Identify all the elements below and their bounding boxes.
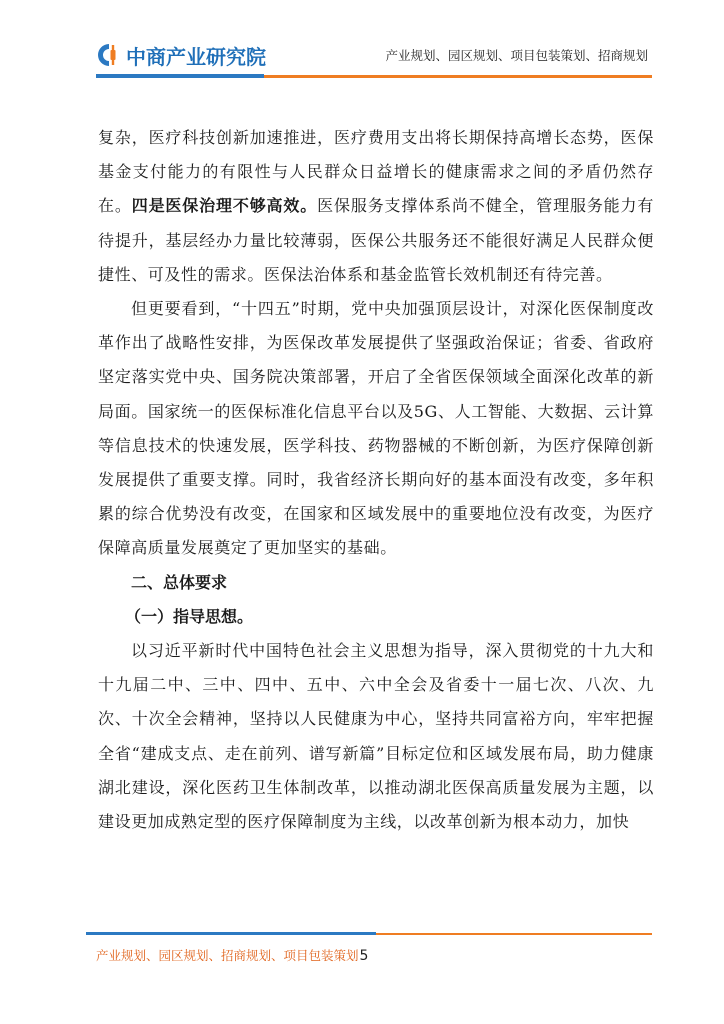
paragraph: 但更要看到，“十四五”时期，党中央加强顶层设计，对深化医保制度改革作出了战略性安排，为医保改革发展提供了坚强政治保证；省委、省政府坚定落实党中央、国务院决策部署，开启了全省医保领域全面深化改革的新局面。国家统一的医保标准化信息平台以及5G、人工智能、大数据、云计算等信息技术的快速发展，医学科技、药物器械的不断创新，为医疗保障创新发展提供了重要支撑。同时，我省经济长期向好的基本面没有改变，多年积累的综合优势没有改变，在国家和区域发展中的重要地位没有改变，为医疗保障高质量发展奠定了更加坚实的基础。: [98, 299, 654, 558]
section-heading: 二、总体要求: [131, 572, 228, 592]
page-footer: [96, 946, 368, 964]
paragraph-text: 医保服务支撑体系尚不健全，管理服务能力有待提升，基层经办力量比较薄弱，医保公共服务还不能很好满足人民群众便捷性、可及性的需求。医保法治体系和基金监管长效机制还有待完善。: [98, 196, 654, 284]
bold-phrase: 四是医保治理不够高效。: [131, 196, 318, 216]
page-number: 5: [359, 948, 369, 964]
logo: [96, 40, 266, 70]
footer-tagline: 产业规划、园区规划、招商规划、项目包装策划: [96, 948, 359, 963]
logo-icon: [96, 42, 122, 68]
header-divider-blue: [96, 74, 264, 78]
document-body: [98, 121, 654, 839]
logo-text: 中商产业研究院: [126, 44, 266, 69]
paragraph: [98, 121, 654, 292]
header-divider-orange: [264, 75, 652, 78]
footer-divider-orange: [376, 933, 652, 935]
paragraph: 以习近平新时代中国特色社会主义思想为指导，深入贯彻党的十九大和十九届二中、三中、四中、五中、六中全会及省委十一届七次、八次、九次、十次全会精神，坚持以人民健康为中心，坚持共同富裕方向，牢牢把握全省“建成支点、走在前列、谱写新篇”目标定位和区域发展布局，助力健康湖北建设，深化医药卫生体制改革，以推动湖北医保高质量发展为主题，以建设更加成熟定型的医疗保障制度为主线，以改革创新为根本动力，加快: [98, 641, 654, 832]
paragraph-text: 复杂，医疗科技创新加速推进，医疗费用支出将长期保持高增长态势，医保基金支付能力的有限性与人民群众日益增长的健康需求之间的矛盾仍然存在。: [98, 128, 654, 216]
footer-divider-blue: [86, 932, 376, 935]
page-header: [0, 0, 724, 80]
header-tagline: 产业规划、园区规划、项目包装策划、招商规划: [385, 48, 648, 63]
subsection-heading: （一）指导思想。: [125, 606, 254, 626]
